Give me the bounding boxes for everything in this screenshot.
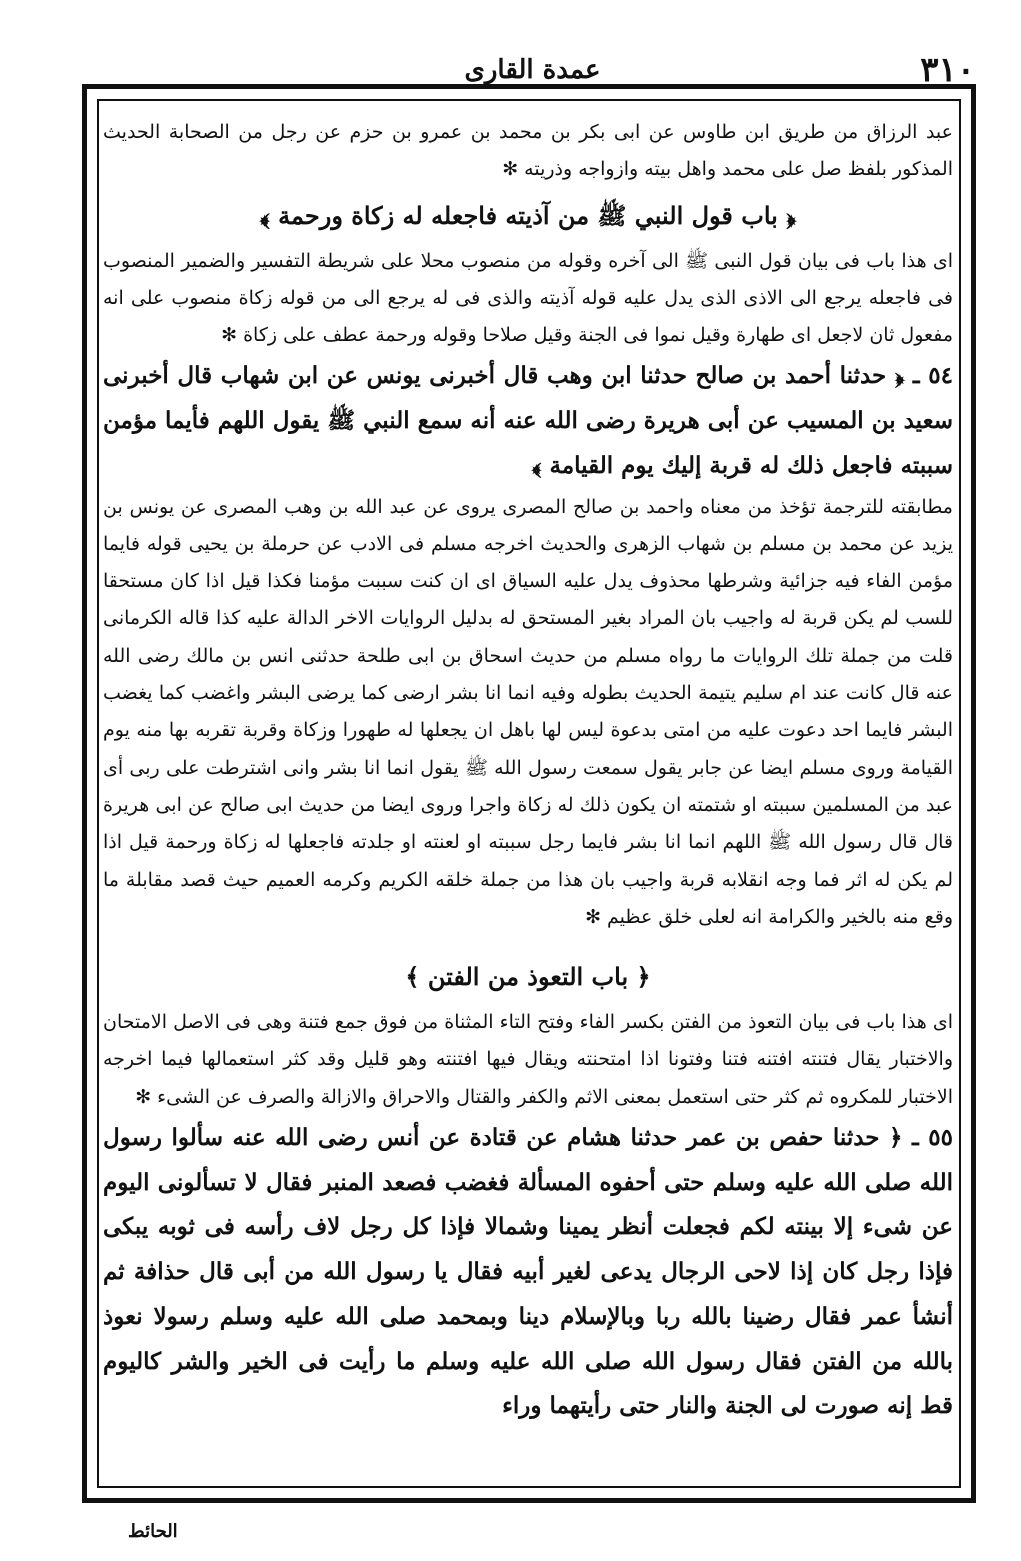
hadith-54: ٥٤ ـ ﴿ حدثنا أحمد بن صالح حدثنا ابن وهب قال أخبرنى يونس عن ابن شهاب قال أخبرنى سعيد بن المسيب عن أبى هريرة رضى الله عنه أنه سمع النبي ﷺ يقول اللهم فأيما مؤمن سببته فاجعل ذلك له قربة إليك يوم القيامة ﴾	[103, 362, 953, 479]
running-title: عمدة القاری	[464, 55, 601, 85]
page-content	[103, 114, 953, 1494]
chapter-heading-1: ﴿ باب قول النبي ﷺ من آذيته فاجعله له زكاة ورحمة ﴾	[259, 200, 797, 230]
catchword: الحائط	[128, 1521, 178, 1542]
commentary-paragraph-2: اى هذا باب فى بيان قول النبى ﷺ الى آخره وقوله من منصوب محلا على شريطة التفسير والضمير المنصوب فى فاجعله يرجع الى الاذى الذى يدل عليه قوله آذيته والذى فى له يرجع الى من قوله زكاة منصوب على انه مفعول ثان لاجعل اى طهارة وقيل نموا فى الجنة وقيل صلاحا وقوله ورحمة عطف على زكاة ✻	[103, 249, 953, 347]
commentary-paragraph-4: اى هذا باب فى بيان التعوذ من الفتن بكسر الفاء وفتح التاء المثناة من فوق جمع فتنة وهى فى الاصل الامتحان والاختبار يقال فتنته افتنه فتنا وفتونا اذا امتحنته ويقال فيها افتنته وهو قليل وقد كثر استعمالها فيما اخرجه الاختبار للمكروه ثم كثر حتى استعمل بمعنى الاثم والكفر والقتال والاحراق والازالة والصرف عن الشىء ✻	[103, 1011, 953, 1108]
commentary-paragraph-1: عبد الرزاق من طريق ابن طاوس عن ابى بكر بن محمد بن عمرو بن حزم عن رجل من الصحابة الحديث المذكور بلفظ صل على محمد واهل بيته وازواجه وذريته ✻	[103, 121, 953, 181]
page-number: ٣١٠	[920, 50, 975, 90]
page-header	[90, 52, 975, 88]
chapter-heading-2: ﴿ باب التعوذ من الفتن ﴾	[405, 962, 651, 992]
section-spacer	[103, 936, 953, 950]
hadith-55: ٥٥ ـ ﴿ حدثنا حفص بن عمر حدثنا هشام عن قتادة عن أنس رضى الله عنه سألوا رسول الله صلى الله عليه وسلم حتى أحفوه المسألة فغضب فصعد المنبر فقال لا تسألونى اليوم عن شىء إلا بينته لكم فجعلت أنظر يمينا وشمالا فإذا كل رجل لاف رأسه فى ثوبه يبكى فإذا رجل كان إذا لاحى الرجال يدعى لغير أبيه فقال يا رسول الله من أبى قال حذافة ثم أنشأ عمر فقال رضينا بالله ربا وبالإسلام دينا وبمحمد صلى الله عليه وسلم رسولا نعوذ بالله من الفتن فقال رسول الله صلى الله عليه وسلم ما رأيت فى الخير والشر كاليوم قط إنه صورت لى الجنة والنار حتى رأيتهما وراء	[103, 1124, 953, 1420]
commentary-paragraph-3: مطابقته للترجمة تؤخذ من معناه واحمد بن صالح المصرى يروى عن عبد الله بن وهب المصرى عن يونس بن يزيد عن محمد بن مسلم بن شهاب الزهرى والحديث اخرجه مسلم فى الادب عن حرملة بن يحيى قوله فايما مؤمن الفاء فيه جزائية وشرطها محذوف يدل عليه السياق اى ان كنت سببت مؤمنا فكذا قيل اذا كان مستحقا للسب لم يكن قربة له واجيب بان المراد بغير المستحق له بدليل الروايات الاخر الدالة عليه كذا قاله الكرمانى قلت من جملة تلك الروايات ما رواه مسلم من حديث اسحاق بن ابى طلحة حدثنى انس بن مالك رضى الله عنه قال كانت عند ام سليم يتيمة الحديث بطوله وفيه انما انا بشر ارضى كما يرضى البشر واغضب كما يغضب البشر فايما احد دعوت عليه من امتى بدعوة ليس لها باهل ان يجعلها له طهورا وزكاة وقربة تقربه بها منه يوم القيامة وروى مسلم ايضا عن جابر يقول سمعت رسول الله ﷺ يقول انما انا بشر وانى اشترطت على ربى أى عبد من المسلمين سببته او شتمته ان يكون ذلك له زكاة واجرا وروى ايضا من حديث ابى صالح عن ابى هريرة قال قال رسول الله ﷺ اللهم انما انا بشر فايما رجل سببته او لعنته او جلدته فاجعلها له زكاة ورحمة قيل اذا لم يكن له اثر فما وجه انقلابه قربة واجيب بان هذا من جملة خلقه الكريم وكرمه العميم حيث قصد مقابلة ما وقع منه بالخير والكرامة انه لعلى خلق عظيم ✻	[103, 495, 953, 928]
